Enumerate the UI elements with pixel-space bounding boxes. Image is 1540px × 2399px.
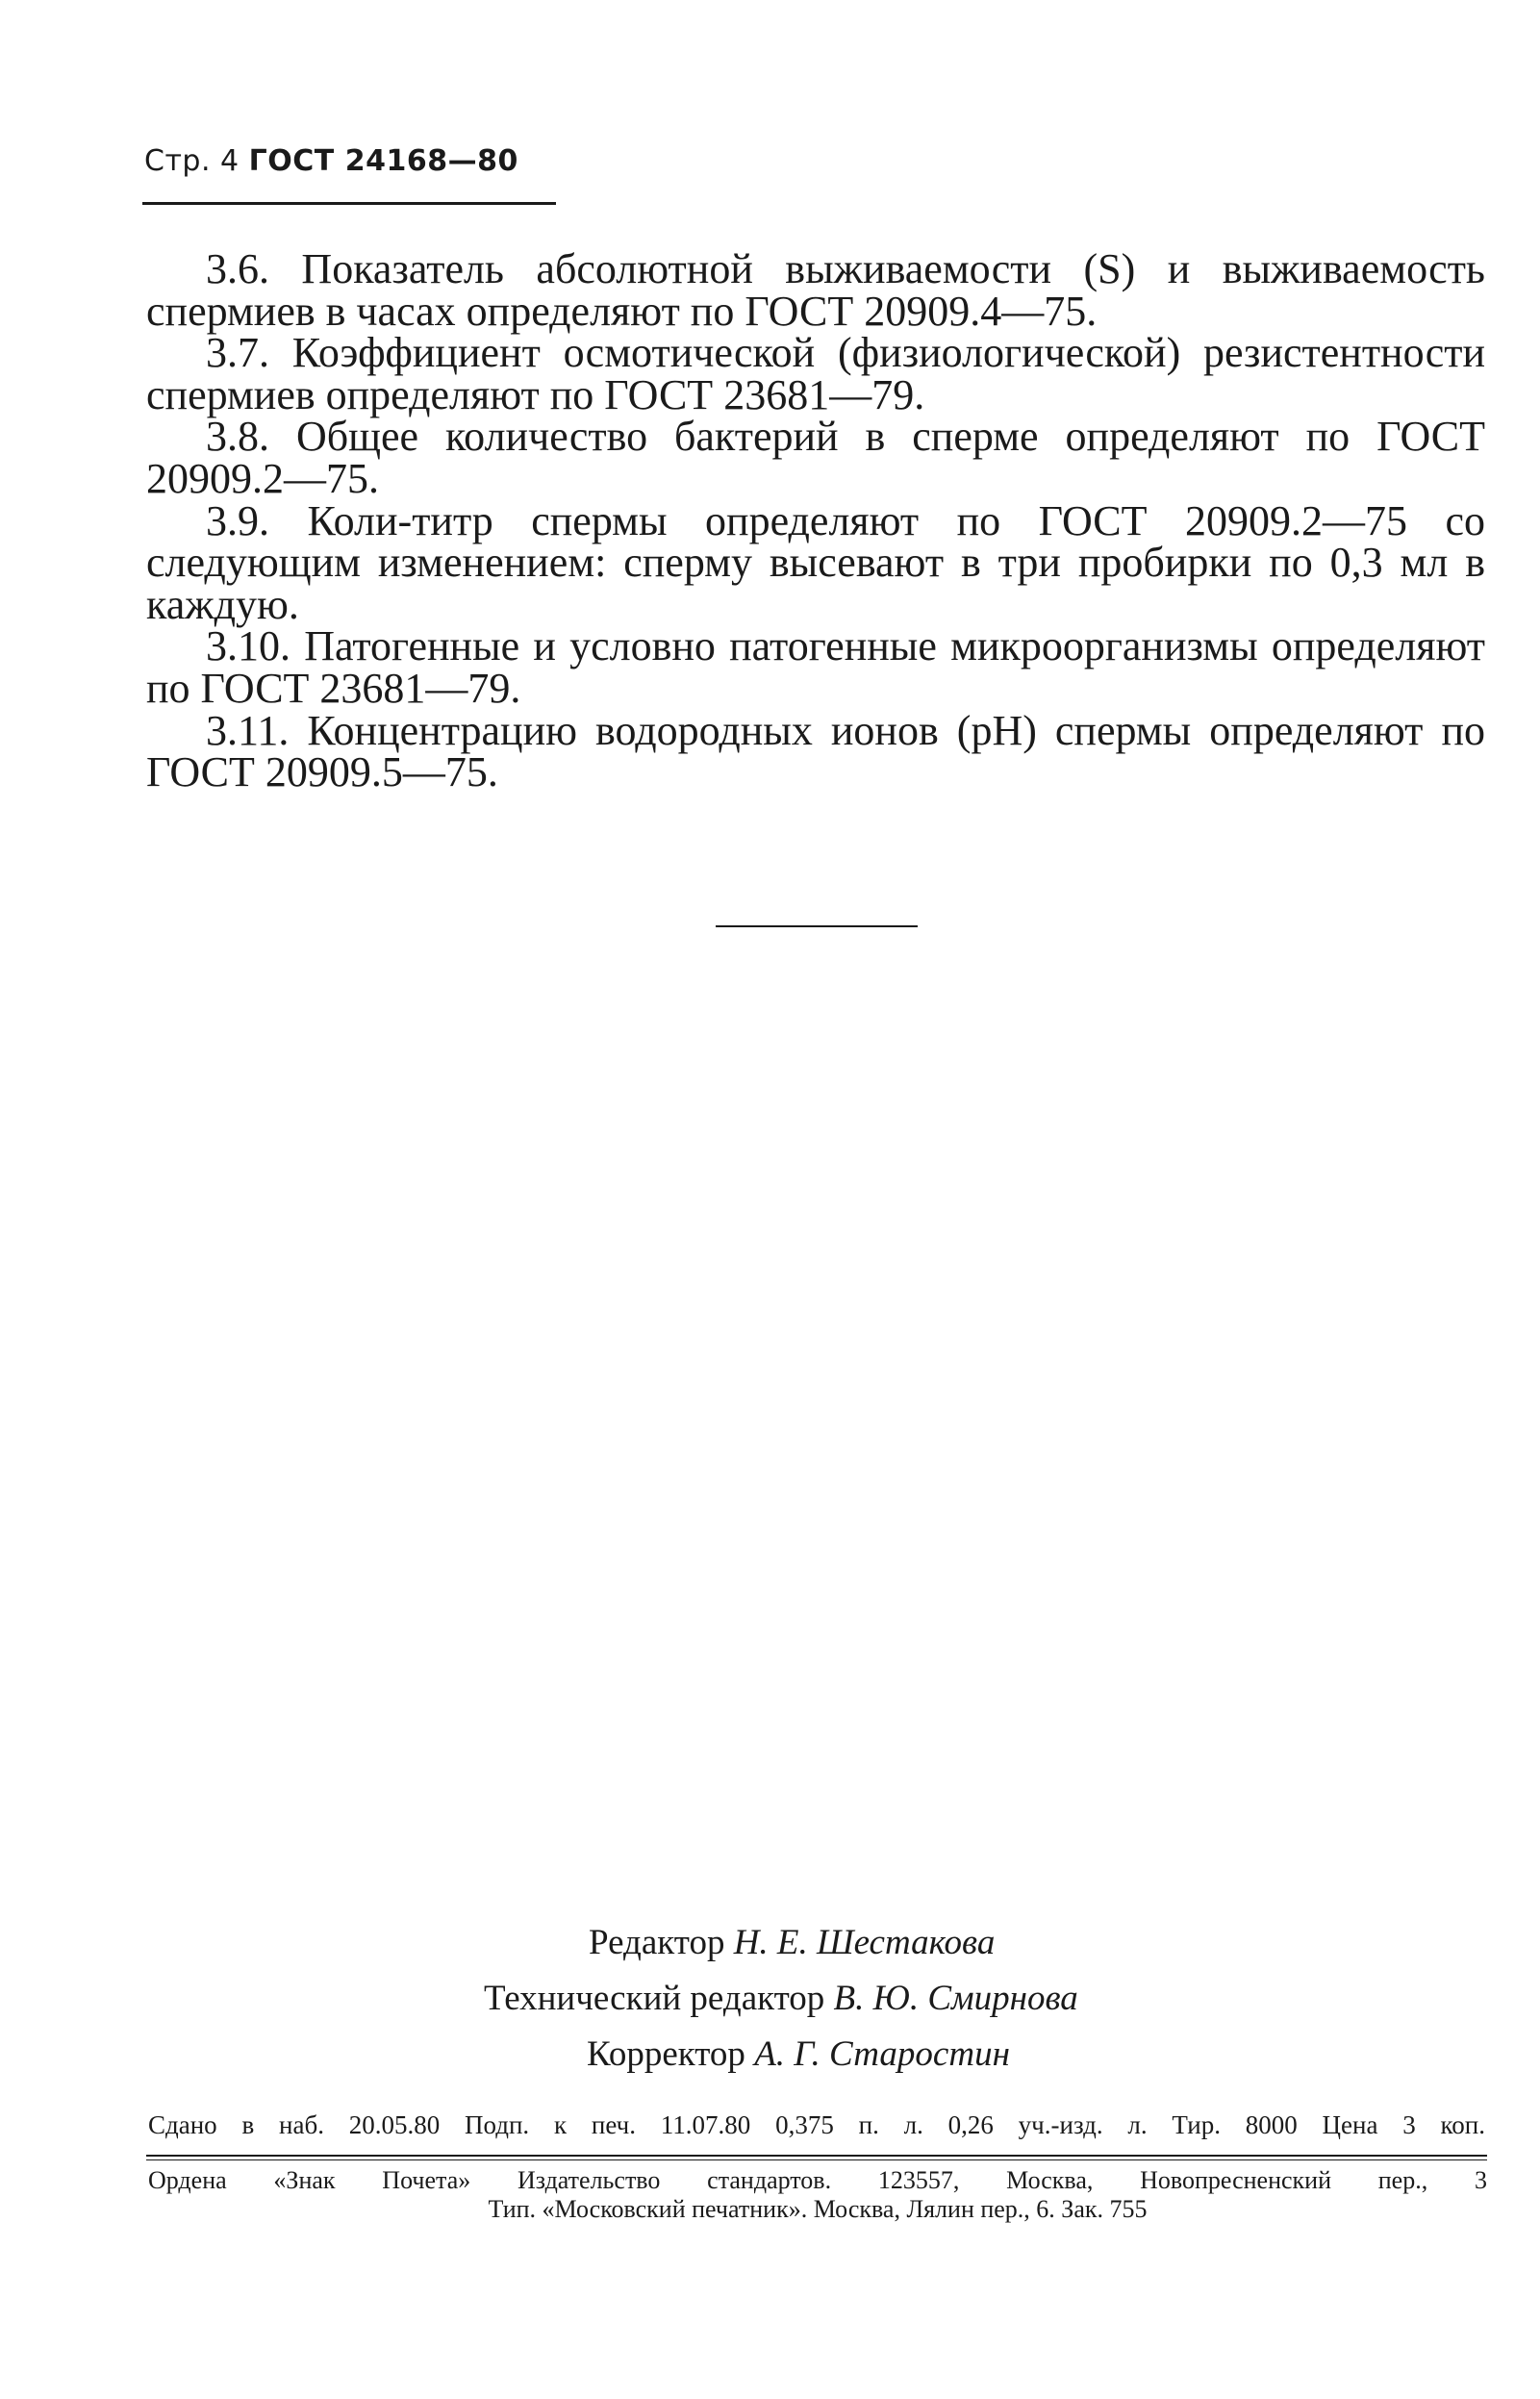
tech-editor-role: Технический редактор [484, 1979, 825, 2018]
paragraph-3-11: 3.11. Концентрацию водородных ионов (pH) спермы определяют по ГОСТ 20909.5—75. [146, 706, 1485, 796]
editor-name: Н. Е. Шестакова [733, 1923, 996, 1962]
corrector-role: Корректор [587, 2034, 745, 2074]
corrector-name: А. Г. Старостин [754, 2034, 1010, 2074]
imprint-rule-thin [146, 2159, 1487, 2160]
paragraph-3-10: 3.10. Патогенные и условно патогенные микроорганизмы определяют по ГОСТ 23681—79. [146, 622, 1485, 712]
page-number-label: Стр. 4 [144, 144, 240, 178]
paragraph-3-6: 3.6. Показатель абсолютной выживаемости (S) и выживаемость спермиев в часах определяют по ГОСТ 20909.4—75. [146, 245, 1485, 335]
section-end-rule [716, 925, 918, 927]
printer-line: Тип. «Московский печатник». Москва, Лялин пер., 6. Зак. 755 [488, 2195, 1148, 2223]
print-details: Сдано в наб. 20.05.80 Подп. к печ. 11.07.80 0,375 п. л. 0,26 уч.-изд. л. Тир. 8000 Цена 3 коп. [148, 2110, 1485, 2139]
publisher-line: Ордена «Знак Почета» Издательство стандартов. 123557, Москва, Новопресненский пер., 3 [148, 2166, 1487, 2194]
publisher-block [148, 2166, 1487, 2224]
header-underline [142, 202, 556, 205]
paragraph-3-9: 3.9. Коли-титр спермы определяют по ГОСТ 20909.2—75 со следующим изменением: сперму высевают в три пробирки по 0,3 мл в каждую. [146, 496, 1485, 628]
tech-editor-name: В. Ю. Смирнова [833, 1979, 1078, 2018]
standard-code: ГОСТ 24168—80 [248, 144, 518, 178]
corrector-line [587, 2021, 1010, 2088]
paragraph-3-8: 3.8. Общее количество бактерий в сперме определяют по ГОСТ 20909.2—75. [146, 413, 1485, 502]
paragraph-3-7: 3.7. Коэффициент осмотической (физиологической) резистентности спермиев определяют по ГОСТ 23681—79. [146, 329, 1485, 418]
imprint-rule-thick [146, 2155, 1487, 2157]
body-text [146, 245, 1485, 796]
page-header [144, 144, 518, 178]
editor-role: Редактор [589, 1923, 725, 1962]
